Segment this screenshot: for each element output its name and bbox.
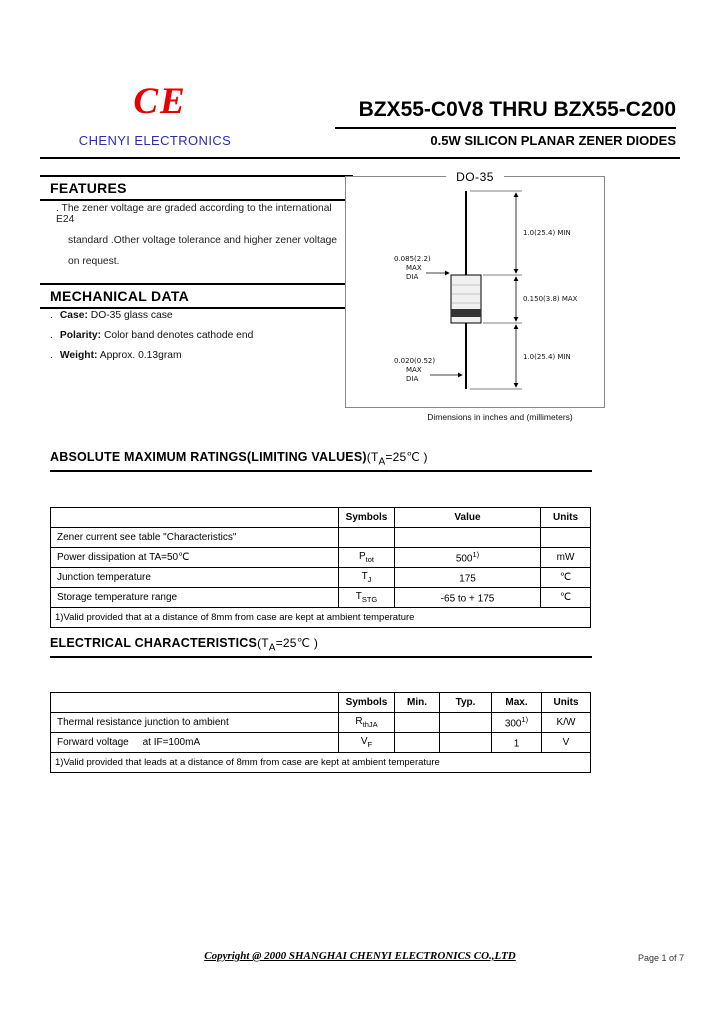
symbol-sub: F bbox=[367, 740, 373, 749]
mechanical-item-label: Polarity: bbox=[59, 330, 102, 341]
mechanical-item bbox=[50, 330, 345, 341]
cell-symbol bbox=[339, 733, 395, 753]
header-cell-symbols: Symbols bbox=[339, 508, 395, 528]
cell-label: Junction temperature bbox=[51, 568, 339, 588]
part-number-title: BZX55-C0V8 THRU BZX55-C200 bbox=[358, 98, 676, 121]
doc-subtitle: 0.5W SILICON PLANAR ZENER DIODES bbox=[430, 133, 676, 148]
features-line: on request. bbox=[68, 256, 120, 267]
cell-label: Forward voltage at IF=100mA bbox=[51, 733, 339, 753]
cell-symbol bbox=[339, 568, 395, 588]
table-row bbox=[51, 528, 591, 548]
dim-body-dia-label: MAX bbox=[406, 264, 422, 272]
mechanical-item-label: Case: bbox=[59, 310, 88, 321]
electrical-heading bbox=[50, 636, 318, 653]
dim-body-dia-label: DIA bbox=[406, 273, 419, 281]
symbol-sub: tot bbox=[365, 555, 374, 564]
cell-unit: ℃ bbox=[541, 568, 591, 588]
cell-symbol bbox=[339, 528, 395, 548]
dim-lead-dia-label: DIA bbox=[406, 375, 419, 383]
dim-lead-top-label: 1.0(25.4) MIN bbox=[523, 229, 571, 237]
cell-max bbox=[492, 713, 542, 733]
table-footnote: 1)Valid provided that at a distance of 8mm from case are kept at ambient temperature bbox=[51, 608, 591, 628]
table-footnote-row bbox=[51, 608, 591, 628]
table-row bbox=[51, 733, 591, 753]
cell-min bbox=[395, 733, 440, 753]
cathode-band bbox=[451, 309, 481, 317]
dim-lead-dia-label: 0.020(0.52) bbox=[394, 357, 436, 365]
table-footnote-row bbox=[51, 753, 591, 773]
absolute-maximum-ratings-table bbox=[50, 507, 591, 628]
table-row bbox=[51, 713, 591, 733]
copyright-line: Copyright @ 2000 SHANGHAI CHENYI ELECTRONICS CO.,LTD bbox=[204, 950, 516, 962]
package-diagram bbox=[345, 170, 605, 408]
header-cell-blank bbox=[51, 693, 339, 713]
value-sup: 1) bbox=[472, 550, 480, 560]
cell-value bbox=[395, 568, 541, 588]
cell-max bbox=[492, 733, 542, 753]
company-logo: CE bbox=[133, 81, 187, 122]
electrical-characteristics-table bbox=[50, 692, 591, 773]
cond-pre: (T bbox=[257, 636, 269, 650]
mechanical-item bbox=[50, 350, 345, 361]
cell-symbol bbox=[339, 713, 395, 733]
max-main: 300 bbox=[504, 718, 522, 730]
symbol-main: T bbox=[361, 571, 368, 582]
cell-min bbox=[395, 713, 440, 733]
cell-symbol bbox=[339, 548, 395, 568]
header-cell-value: Value bbox=[395, 508, 541, 528]
abs-max-heading-main: ABSOLUTE MAXIMUM RATINGS(LIMITING VALUES) bbox=[50, 450, 367, 464]
symbol-sub: STG bbox=[361, 595, 378, 604]
bullet: . bbox=[50, 310, 53, 321]
symbol-main: R bbox=[355, 716, 363, 727]
max-sup: 1) bbox=[521, 715, 529, 725]
header-cell-max: Max. bbox=[492, 693, 542, 713]
dim-body-length-label: 0.150(3.8) MAX bbox=[523, 295, 578, 303]
table-row bbox=[51, 548, 591, 568]
cond-post: =25℃ ) bbox=[385, 450, 428, 464]
value-main: 175 bbox=[459, 573, 476, 585]
symbol-main: V bbox=[360, 736, 368, 747]
header-cell-units: Units bbox=[541, 508, 591, 528]
header-cell-typ: Typ. bbox=[440, 693, 492, 713]
header-cell-min: Min. bbox=[395, 693, 440, 713]
cell-value bbox=[395, 528, 541, 548]
header-cell-symbols: Symbols bbox=[339, 693, 395, 713]
features-line: standard .Other voltage tolerance and higher zener voltage bbox=[68, 235, 338, 246]
table-row bbox=[51, 588, 591, 608]
bullet: . bbox=[50, 350, 53, 361]
features-line: . The zener voltage are graded according to the international E24 bbox=[56, 203, 332, 225]
title-divider bbox=[335, 127, 676, 129]
bullet: . bbox=[50, 330, 53, 341]
table-header-row bbox=[51, 508, 591, 528]
mechanical-item-text: Color band denotes cathode end bbox=[101, 330, 254, 341]
cell-label: Zener current see table "Characteristics" bbox=[51, 528, 339, 548]
mechanical-item-text: Approx. 0.13gram bbox=[97, 350, 182, 361]
abs-max-heading-cond bbox=[366, 450, 428, 468]
abs-max-heading bbox=[50, 450, 428, 467]
package-drawing bbox=[346, 177, 604, 405]
dim-body-dia-label: 0.085(2.2) bbox=[394, 255, 431, 263]
cond-sub: A bbox=[378, 456, 386, 468]
cell-unit: V bbox=[542, 733, 591, 753]
table-row bbox=[51, 568, 591, 588]
table-footnote: 1)Valid provided that leads at a distance of 8mm from case are kept at ambient temperature bbox=[51, 753, 591, 773]
electrical-divider bbox=[50, 656, 592, 658]
features-text bbox=[56, 203, 348, 277]
cell-unit: mW bbox=[541, 548, 591, 568]
symbol-sub: thJA bbox=[362, 720, 378, 729]
cell-unit: K/W bbox=[542, 713, 591, 733]
cell-label: Storage temperature range bbox=[51, 588, 339, 608]
cell-typ bbox=[440, 713, 492, 733]
mechanical-data-heading: MECHANICAL DATA bbox=[40, 283, 353, 309]
mechanical-data-list bbox=[50, 310, 345, 370]
cell-value bbox=[395, 548, 541, 568]
cond-post: =25℃ ) bbox=[275, 636, 319, 650]
cond-sub: A bbox=[268, 642, 276, 654]
header-cell-blank bbox=[51, 508, 339, 528]
electrical-heading-main: ELECTRICAL CHARACTERISTICS bbox=[50, 636, 258, 650]
symbol-main: P bbox=[358, 551, 366, 562]
cell-value bbox=[395, 588, 541, 608]
diagram-caption: Dimensions in inches and (millimeters) bbox=[427, 412, 573, 422]
table-header-row bbox=[51, 693, 591, 713]
mechanical-item-text: DO-35 glass case bbox=[87, 310, 173, 321]
cell-unit bbox=[541, 528, 591, 548]
header-cell-units: Units bbox=[542, 693, 591, 713]
cell-typ bbox=[440, 733, 492, 753]
value-main: -65 to + 175 bbox=[440, 593, 495, 605]
mechanical-item-label: Weight: bbox=[59, 350, 98, 361]
symbol-sub: J bbox=[367, 575, 372, 584]
dim-lead-bottom-label: 1.0(25.4) MIN bbox=[523, 353, 571, 361]
value-main: 500 bbox=[455, 553, 473, 565]
symbol-main: T bbox=[355, 591, 362, 602]
features-heading: FEATURES bbox=[40, 175, 353, 201]
cell-unit: ℃ bbox=[541, 588, 591, 608]
package-name-label: DO-35 bbox=[446, 170, 504, 184]
header-divider bbox=[40, 157, 680, 159]
electrical-heading-cond bbox=[257, 636, 319, 654]
cell-symbol bbox=[339, 588, 395, 608]
cell-label: Power dissipation at TA=50℃ bbox=[51, 548, 339, 568]
cond-pre: (T bbox=[366, 450, 379, 464]
company-name: CHENYI ELECTRONICS bbox=[78, 133, 232, 148]
abs-max-divider bbox=[50, 470, 592, 472]
mechanical-item bbox=[50, 310, 345, 321]
page-number: Page 1 of 7 bbox=[637, 953, 684, 963]
dim-lead-dia-label: MAX bbox=[406, 366, 422, 374]
cell-label: Thermal resistance junction to ambient bbox=[51, 713, 339, 733]
max-main: 1 bbox=[513, 738, 520, 750]
